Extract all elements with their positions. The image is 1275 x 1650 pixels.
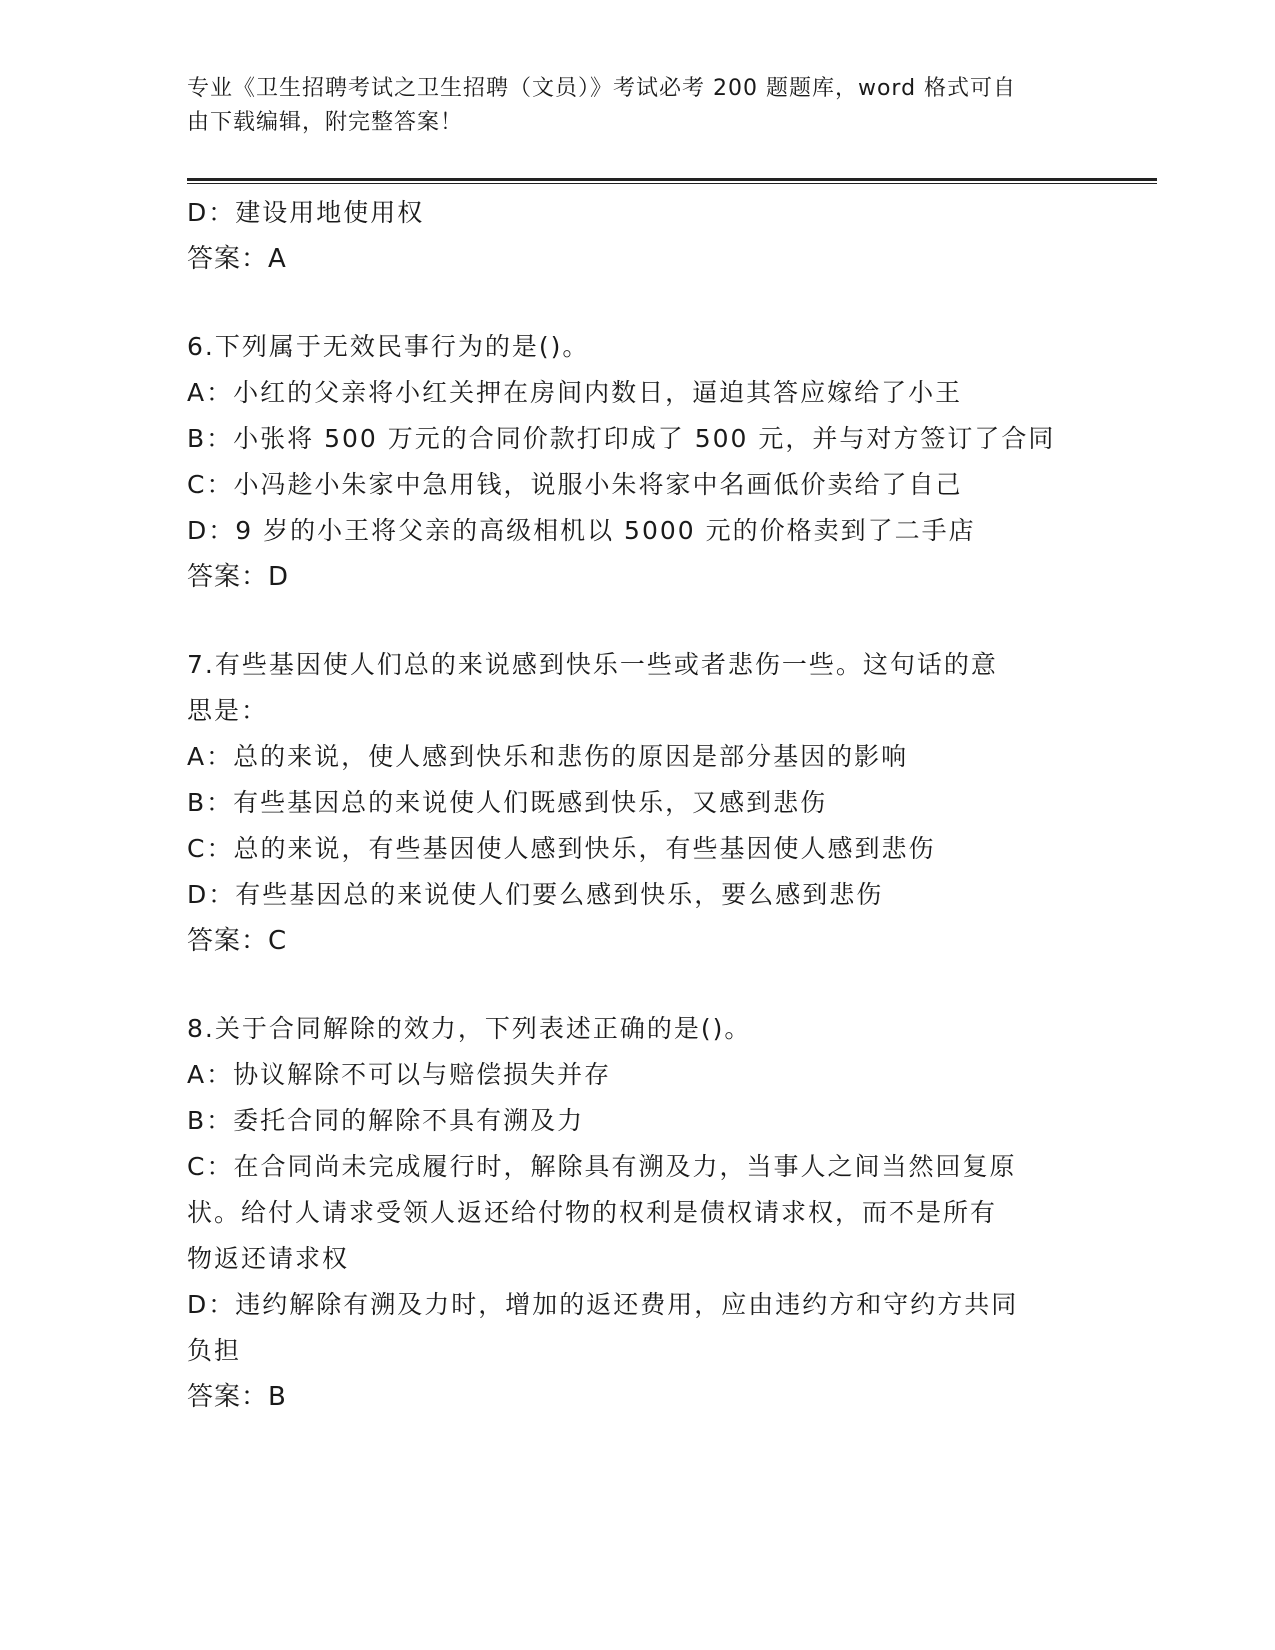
option-c-line-2: 状。给付人请求受领人返还给付物的权利是债权请求权，而不是所有 xyxy=(187,1198,998,1227)
spacer xyxy=(187,964,1087,1006)
option-d-line-1: D：违约解除有溯及力时，增加的返还费用，应由违约方和守约方共同 xyxy=(187,1290,1019,1319)
option-c-line-3: 物返还请求权 xyxy=(187,1244,350,1273)
option-a: A：小红的父亲将小红关押在房间内数日，逼迫其答应嫁给了小王 xyxy=(187,378,963,407)
question-7 xyxy=(187,642,1087,964)
header-divider-thin xyxy=(187,183,1157,184)
option-d: D：建设用地使用权 xyxy=(187,198,425,227)
question-stem-line-1: 7.有些基因使人们总的来说感到快乐一些或者悲伤一些。这句话的意 xyxy=(187,650,998,679)
spacer xyxy=(187,600,1087,642)
page-header xyxy=(187,72,1067,140)
option-b: B：有些基因总的来说使人们既感到快乐，又感到悲伤 xyxy=(187,788,828,817)
option-d: D：9 岁的小王将父亲的高级相机以 5000 元的价格卖到了二手店 xyxy=(187,516,976,545)
answer-line: 答案：A xyxy=(187,244,287,274)
option-a: A：总的来说，使人感到快乐和悲伤的原因是部分基因的影响 xyxy=(187,742,909,771)
header-line-1: 专业《卫生招聘考试之卫生招聘（文员）》考试必考 200 题题库，word 格式可自 xyxy=(187,76,1017,101)
option-c-line-1: C：在合同尚未完成履行时，解除具有溯及力，当事人之间当然回复原 xyxy=(187,1152,1017,1181)
option-a: A：协议解除不可以与赔偿损失并存 xyxy=(187,1060,612,1089)
question-6 xyxy=(187,324,1087,600)
question-stem-line-2: 思是： xyxy=(187,696,269,725)
option-c: C：小冯趁小朱家中急用钱，说服小朱将家中名画低价卖给了自己 xyxy=(187,470,963,499)
question-stem: 6.下列属于无效民事行为的是()。 xyxy=(187,332,590,361)
option-d: D：有些基因总的来说使人们要么感到快乐，要么感到悲伤 xyxy=(187,880,884,909)
header-line-2: 由下载编辑，附完整答案！ xyxy=(187,110,464,135)
document-body xyxy=(187,190,1087,1420)
option-d-line-2: 负担 xyxy=(187,1336,242,1365)
option-b: B：小张将 500 万元的合同价款打印成了 500 元，并与对方签订了合同 xyxy=(187,424,1056,453)
answer-line: 答案：C xyxy=(187,926,288,956)
question-8 xyxy=(187,1006,1087,1420)
option-c: C：总的来说，有些基因使人感到快乐，有些基因使人感到悲伤 xyxy=(187,834,936,863)
question-stem: 8.关于合同解除的效力，下列表述正确的是()。 xyxy=(187,1014,752,1043)
option-b: B：委托合同的解除不具有溯及力 xyxy=(187,1106,585,1135)
previous-question-tail xyxy=(187,190,1087,282)
answer-line: 答案：D xyxy=(187,562,290,592)
spacer xyxy=(187,282,1087,324)
header-divider-thick xyxy=(187,178,1157,181)
answer-line: 答案：B xyxy=(187,1382,287,1412)
